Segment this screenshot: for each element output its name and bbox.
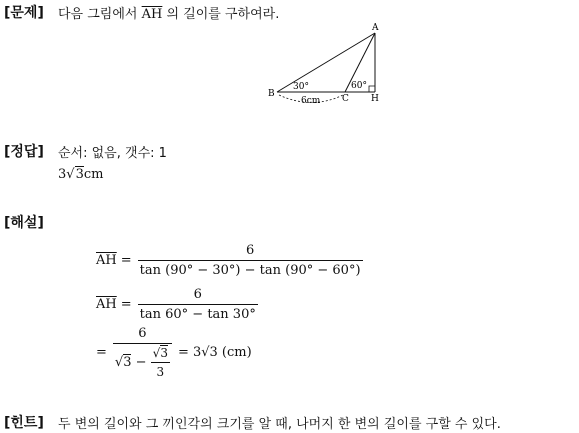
answer-sqrt: √3 [66,167,84,182]
answer-tag: [정답] [4,144,44,160]
length-BC-label: 6cm [301,96,321,106]
hint-tag: [힌트] [4,415,44,431]
answer-coef: 3 [58,167,67,182]
angle-C-label: 60° [351,81,367,91]
line3-denominator: √3 − $\frac{√3}{3}$ [113,343,172,379]
line1-fraction [138,243,363,278]
answer-radicand: 3 [75,167,84,182]
line2-numerator: 6 [193,286,202,302]
label-B: B [268,89,275,99]
hint-text: 두 변의 길이와 그 끼인각의 크기를 알 때, 나머지 한 변의 길이를 구할 수 있다. [58,417,501,432]
line1-lhs: $\overline{AH}$ [96,252,117,268]
problem-segment: $\overline{AH}$ [141,7,163,22]
label-H: H [371,94,379,104]
solution-line-3: = 6 √3 − $\frac{√3}{3}$ = 3√3 (cm) [96,325,252,379]
problem-tag: [문제] [4,5,44,21]
triangle-figure [265,22,390,112]
line3-fraction [113,326,172,379]
line1-numerator: 6 [245,242,255,258]
right-angle-mark [369,86,375,92]
answer-value [58,167,103,182]
answer-meta: 순서: 없음, 갯수: 1 [58,146,167,161]
line3-result: = 3√3 (cm) [177,344,252,360]
solution-line-2: $\overline{AH}$ = $\frac{6}{\tan 60^\circ - \tan 30^\circ}$ [96,286,256,322]
problem-text [58,3,279,22]
line1-denominator: tan (90° − 30°) − tan (90° − 60°) [138,260,363,278]
answer-unit: cm [83,167,104,182]
solution-tag: [해설] [4,215,44,231]
label-A: A [372,23,379,33]
line2-denominator: tan 60° − tan 30° [138,304,258,322]
solution-line-1: $\overline{AH}$ = $\frac{6}{\tan (90^\circ - 30^\circ) - \tan (90^\circ - 60^\circ)}$ [96,242,361,278]
problem-text-after: 의 길이를 구하여라. [166,7,280,22]
angle-B-label: 30° [293,82,309,92]
line2-fraction [138,287,258,322]
line3-numerator: 6 [138,325,147,341]
line2-lhs: $\overline{AH}$ [96,296,117,312]
label-C: C [342,94,349,104]
problem-text-before: 다음 그림에서 [58,7,138,22]
line3-inner-fraction: $\frac{√3}{3}$ [152,345,168,379]
